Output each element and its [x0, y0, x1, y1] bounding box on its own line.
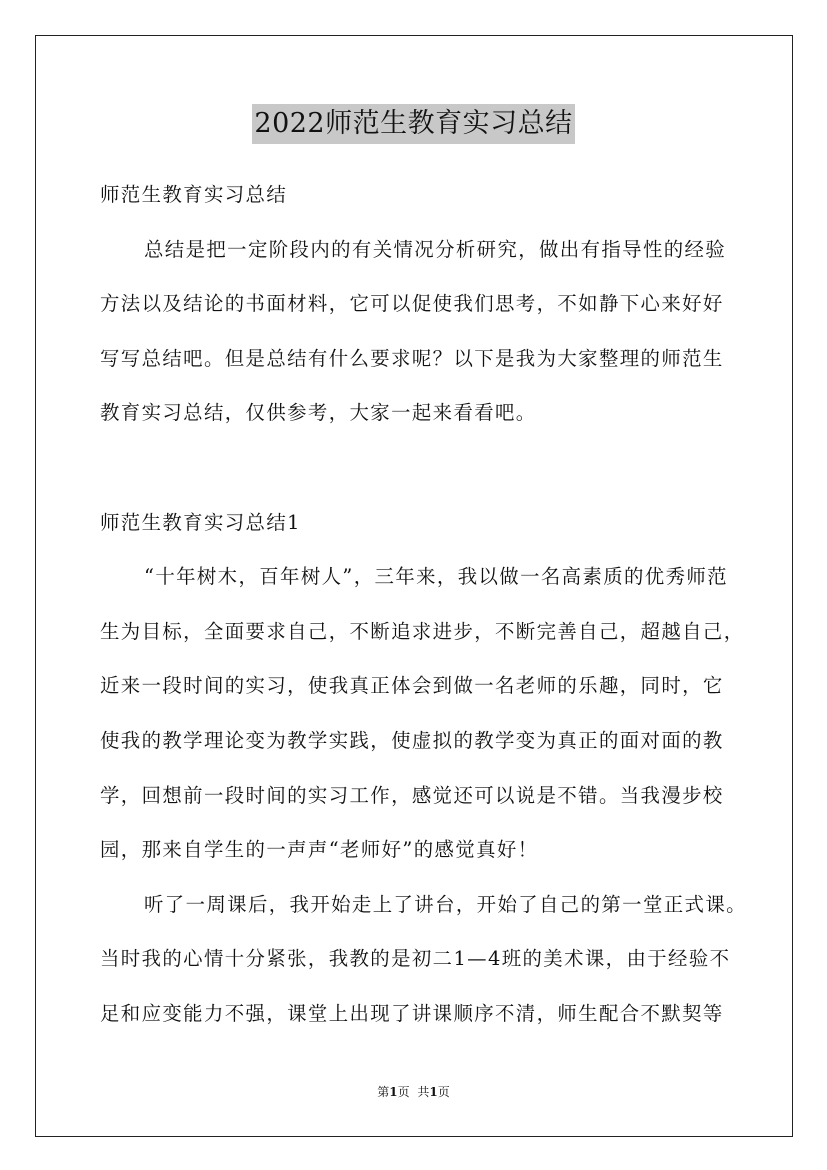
page-number: 1 — [389, 1085, 398, 1099]
page-footer — [0, 1084, 827, 1100]
section-heading: 师范生教育实习总结1 — [100, 510, 301, 534]
title-container — [0, 104, 827, 144]
page-prefix: 第 — [377, 1085, 390, 1099]
paragraph-line: 学，回想前一段时间的实习工作，感觉还可以说是不错。当我漫步校 — [100, 783, 724, 807]
total-suffix: 页 — [437, 1085, 450, 1099]
paragraph-line: 近来一段时间的实习，使我真正体会到做一名老师的乐趣，同时，它 — [100, 674, 724, 698]
document-subtitle: 师范生教育实习总结 — [100, 183, 288, 206]
total-prefix: 共 — [417, 1085, 430, 1099]
page-suffix: 页 — [397, 1085, 410, 1099]
intro-line: 写写总结吧。但是总结有什么要求呢？以下是我为大家整理的师范生 — [100, 346, 724, 370]
paragraph-line: “十年树木，百年树人”，三年来，我以做一名高素质的优秀师范 — [144, 565, 728, 589]
intro-line: 总结是把一定阶段内的有关情况分析研究，做出有指导性的经验 — [144, 237, 727, 261]
intro-line: 方法以及结论的书面材料，它可以促使我们思考，不如静下心来好好 — [100, 292, 724, 316]
total-pages: 1 — [429, 1085, 438, 1099]
document-title: 2022师范生教育实习总结 — [252, 104, 574, 144]
paragraph-line: 听了一周课后，我开始走上了讲台，开始了自己的第一堂正式课。 — [144, 892, 747, 916]
paragraph-line: 足和应变能力不强，课堂上出现了讲课顺序不清，师生配合不默契等 — [100, 1001, 724, 1025]
paragraph-line: 使我的教学理论变为教学实践，使虚拟的教学变为真正的面对面的教 — [100, 728, 724, 752]
intro-line: 教育实习总结，仅供参考，大家一起来看看吧。 — [100, 401, 537, 425]
paragraph-line: 生为目标，全面要求自己，不断追求进步，不断完善自己，超越自己， — [100, 619, 745, 643]
document-body — [100, 168, 747, 1042]
paragraph-gap — [100, 441, 740, 496]
paragraph-line: 当时我的心情十分紧张，我教的是初二1—4班的美术课，由于经验不 — [100, 947, 731, 971]
paragraph-line: 园，那来自学生的一声声“老师好”的感觉真好！ — [100, 838, 539, 862]
